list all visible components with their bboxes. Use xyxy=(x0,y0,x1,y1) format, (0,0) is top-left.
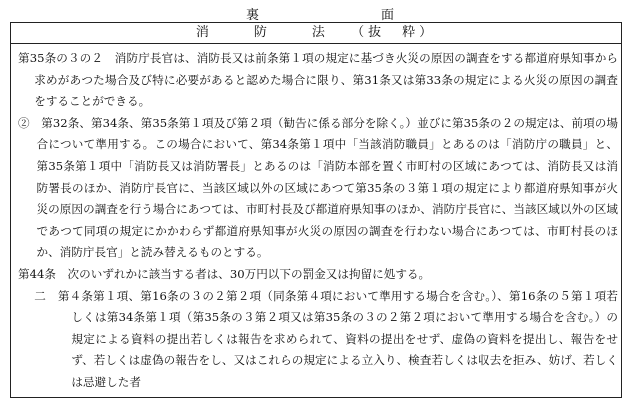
heading-text: 裏 面 xyxy=(245,8,408,23)
article-35-3-2-paragraph-2: ② 第32条、第34条、第35条第１項及び第２項（勧告に係る部分を除く。）並びに第35条の２の規定は、前項の場合について準用する。この場合において、第34条第１項中「当該消防職員」とあるのは「消防庁の職員」と、第35条第１項中「消防長又は消防署長」とあるのは「消防本部を置く市町村の区域にあつては、消防長又は消防署長のほか、消防庁長官に、当該区域以外の区域にあつて第35条の３第１項の規定により都道府県知事が火災の原因の調査を行う場合にあつては、市町村長及び都道府県知事のほか、消防庁長官に、当該区域以外の区域であつて同項の規定にかかわらず都道府県知事が火災の原因の調査を行わない場合にあつては、市町村長のほか、消防庁長官」と読み替えるものとする。 xyxy=(18,115,618,260)
article-44: 第44条 次のいずれかに該当する者は、30万円以下の罰金又は拘留に処する。 xyxy=(18,266,431,281)
page-heading xyxy=(0,4,640,23)
article-44-item-2: 二 第４条第１項、第16条の３の２第２項（同条第４項において準用する場合を含む。）、第16条の５第１項若しくは第34条第１項（第35条の３第２項又は第35条の３の２第２項において準用する場合を含む。）の規定による資料の提出若しくは報告を求められて、資料の提出をせず、虚偽の資料を提出し、報告をせず、若しくは虚偽の報告をし、又はこれらの規定による立入り、検査若しくは収去を拒み、妨げ、若しくは忌避した者 xyxy=(34,288,618,389)
law-content xyxy=(18,48,618,394)
law-title: 消 防 法 xyxy=(195,25,341,40)
law-title-paren: （抜 粋） xyxy=(351,25,437,40)
law-title-row xyxy=(10,22,622,44)
article-35-3-2-paragraph-1: 第35条の３の２ 消防庁長官は、消防長又は前条第１項の規定に基づき火災の原因の調査をする都道府県知事から求めがあつた場合及び特に必要があると認めた場合に限り、第31条又は第33条の規定による火災の原因の調査をすることができる。 xyxy=(18,51,618,109)
